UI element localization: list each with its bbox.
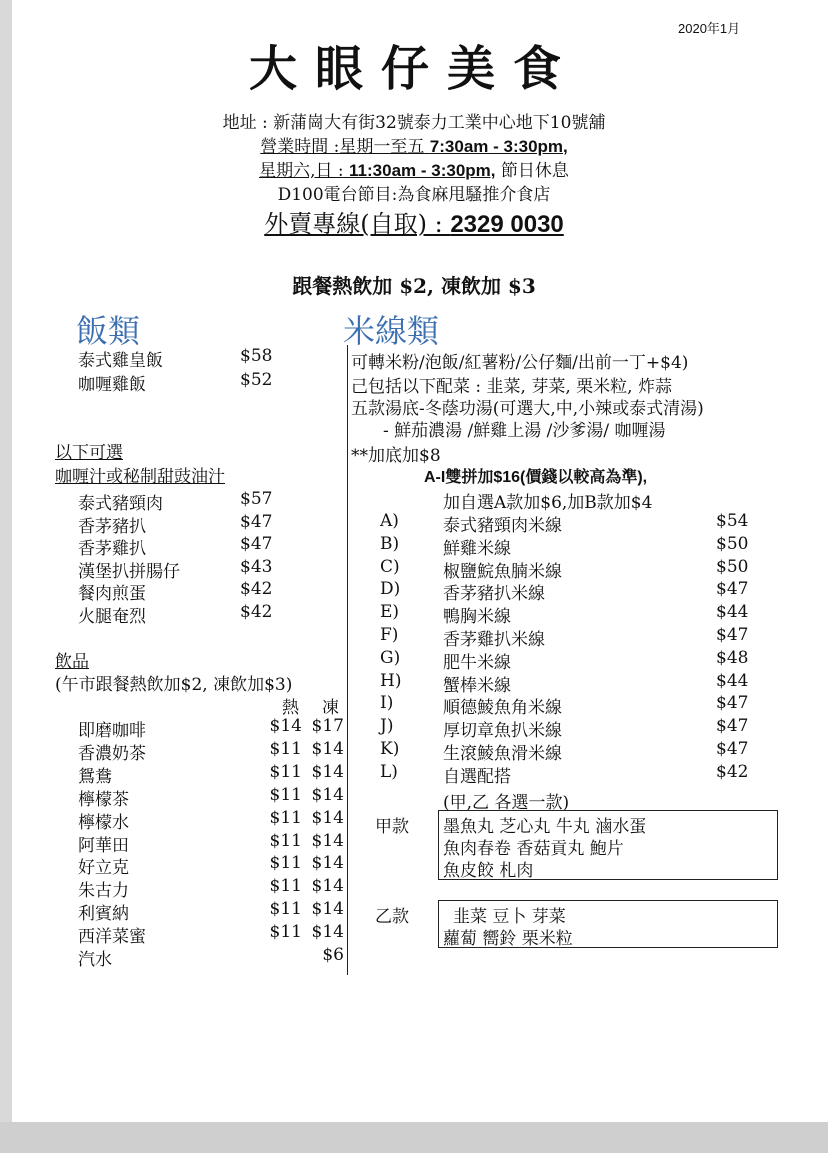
list-item-cold-price: $14 (311, 899, 344, 920)
list-item-cold-price: $14 (311, 761, 344, 782)
list-item-hot-price: $11 (269, 922, 302, 943)
list-item-price: $52 (240, 370, 273, 390)
list-item-code: F) (380, 625, 399, 645)
list-item-name: 椒鹽鯇魚腩米線 (443, 561, 562, 582)
col-hot: 熱 (282, 698, 299, 718)
list-item-price: $50 (716, 533, 749, 554)
list-item-code: A) (380, 511, 399, 531)
addon-note: 加自選A款加$6,加B款加$4 (443, 493, 653, 513)
list-item-cold-price: $17 (311, 716, 344, 736)
drinks-heading: 飲品 (55, 652, 89, 672)
list-item-price: $42 (240, 579, 273, 600)
hotline-label: 外賣專線(自取) : (264, 210, 451, 238)
list-item-hot-price: $11 (269, 876, 302, 897)
list-item-name: 香茅雞扒 (78, 539, 146, 560)
list-item-name: 鮮雞米線 (443, 538, 511, 559)
list-item-name: 自選配搭 (443, 766, 511, 787)
weekday-hours (0, 132, 828, 157)
list-item-hot-price: $14 (269, 716, 302, 736)
list-item-price: $58 (240, 346, 273, 366)
group-a-line-2: 魚肉春卷 香菇貢丸 鮑片 (443, 839, 624, 859)
list-item-name: 咖喱雞飯 (78, 375, 146, 395)
list-item-cold-price: $14 (311, 876, 344, 897)
hotline (0, 204, 828, 239)
restaurant-name: 大眼仔美食 (248, 41, 579, 97)
list-item-price: $47 (716, 579, 749, 600)
list-item-price: $47 (716, 693, 749, 714)
list-item-code: C) (380, 556, 400, 577)
list-item-hot-price: $11 (269, 830, 302, 851)
group-a-box (438, 810, 778, 880)
sauce-note: 咖喱汁或秘制甜豉油汁 (55, 467, 225, 487)
list-item-name: 即磨咖啡 (78, 721, 146, 741)
weekend-time: 11:30am - 3:30pm, (349, 161, 496, 180)
group-a-line-3: 魚皮餃 札肉 (443, 861, 534, 881)
choose-note: (甲,乙 各選一款) (443, 793, 570, 813)
weekend-hours (0, 156, 828, 181)
list-item-price: $47 (716, 739, 749, 759)
weekend-hours-underlined (259, 161, 495, 181)
menu-date: 2020年1月 (678, 21, 741, 36)
weekend-label: 星期六,日 : (259, 161, 344, 181)
list-item-name: 香茅豬扒 (78, 516, 146, 537)
list-item-price: $44 (716, 670, 749, 691)
list-item-hot-price: $11 (269, 738, 302, 759)
list-item-code: G) (380, 647, 401, 668)
list-item-price: $47 (716, 625, 749, 645)
list-item-cold-price: $14 (311, 738, 344, 759)
list-item-code: D) (380, 579, 401, 600)
list-item-name: 鴨胸米線 (443, 607, 511, 628)
drinks-note: (午市跟餐熱飲加$2, 凍飲加$3) (55, 675, 293, 695)
list-item-price: $43 (240, 556, 273, 577)
list-item-cold-price: $14 (311, 784, 344, 805)
list-item-hot-price: $11 (269, 761, 302, 782)
list-item-name: 厚切章魚扒米線 (443, 721, 562, 742)
weekday-time: 7:30am - 3:30pm, (429, 137, 568, 156)
list-item-hot-price: $11 (269, 899, 302, 920)
list-item-cold-price: $6 (322, 945, 344, 965)
list-item-name: 火腿奄烈 (78, 607, 146, 627)
list-item-name: 好立克 (78, 858, 129, 879)
extra-base-note: **加底加$8 (351, 446, 441, 466)
swap-note: 可轉米粉/泡飯/紅薯粉/公仔麵/出前一丁+$4) (351, 353, 689, 373)
page-bottom-edge (0, 1122, 828, 1153)
list-item-name: 順德鯪魚角米線 (443, 698, 562, 719)
holiday-note: 節日休息 (500, 161, 569, 181)
weekday-label: 星期一至五 (339, 137, 425, 157)
list-item-name: 鴛鴦 (78, 766, 112, 787)
list-item-cold-price: $14 (311, 853, 344, 874)
list-item-name: 泰式雞皇飯 (78, 351, 163, 371)
list-item-name: 檸檬茶 (78, 789, 129, 810)
list-item-price: $44 (716, 602, 749, 623)
list-item-name: 蟹棒米線 (443, 675, 511, 696)
list-item-code: J) (380, 716, 394, 737)
col-cold: 凍 (322, 698, 339, 718)
list-item-name: 生滾鯪魚滑米線 (443, 744, 562, 764)
list-item-cold-price: $14 (311, 922, 344, 943)
list-item-name: 泰式豬頸肉 (78, 494, 163, 514)
group-b-label: 乙款 (375, 907, 409, 927)
list-item-name: 西洋菜蜜 (78, 927, 146, 948)
address: 地址 : 新蒲崗大有街32號泰力工業中心地下10號舖 (222, 113, 606, 133)
group-a-label: 甲款 (375, 817, 409, 837)
list-item-name: 汽水 (78, 950, 112, 970)
set-drink-addon: 跟餐熱飲加 $2, 凍飲加 $3 (292, 274, 536, 298)
optional-heading: 以下可選 (55, 443, 123, 463)
list-item-name: 香茅雞扒米線 (443, 630, 545, 650)
group-b-line-2: 蘿蔔 嚮鈴 栗米粒 (443, 929, 573, 949)
group-a-line-1: 墨魚丸 芝心丸 牛丸 滷水蛋 (443, 817, 647, 837)
list-item-hot-price: $11 (269, 784, 302, 805)
list-item-name: 漢堡扒拼腸仔 (78, 561, 180, 582)
hotline-number: 2329 0030 (450, 211, 564, 238)
list-item-code: H) (380, 670, 402, 691)
list-item-code: L) (380, 761, 398, 782)
list-item-hot-price: $11 (269, 807, 302, 828)
list-item-name: 泰式豬頸肉米線 (443, 516, 562, 536)
list-item-name: 香茅豬扒米線 (443, 584, 545, 605)
list-item-name: 餐肉煎蛋 (78, 584, 146, 605)
list-item-price: $54 (716, 511, 749, 531)
combo-note: A-I雙拼加$16(價錢以較高為準), (424, 469, 648, 486)
list-item-price: $57 (240, 489, 273, 509)
list-item-price: $47 (240, 511, 273, 532)
list-item-name: 朱古力 (78, 881, 129, 902)
list-item-price: $47 (240, 534, 273, 555)
list-item-cold-price: $14 (311, 830, 344, 851)
includes-note: 己包括以下配菜 : 韭菜, 芽菜, 栗米粒, 炸蒜 (351, 377, 672, 397)
radio-note: D100電台節目:為食麻甩騷推介食店 (277, 185, 551, 205)
group-b-line-1: 韭菜 豆卜 芽菜 (453, 907, 566, 927)
rice-heading: 飯類 (76, 312, 141, 350)
list-item-name: 阿華田 (78, 835, 129, 856)
list-item-name: 檸檬水 (78, 812, 129, 833)
list-item-price: $50 (716, 556, 749, 577)
list-item-code: K) (380, 739, 400, 759)
list-item-price: $42 (240, 602, 273, 622)
list-item-code: B) (380, 533, 400, 554)
list-item-price: $48 (716, 647, 749, 668)
list-item-name: 香濃奶茶 (78, 743, 146, 764)
list-item-name: 利賓納 (78, 904, 129, 925)
column-divider (347, 345, 348, 975)
list-item-hot-price: $11 (269, 853, 302, 874)
list-item-code: E) (380, 602, 400, 623)
hours-label: 營業時間 : (260, 137, 340, 157)
list-item-cold-price: $14 (311, 807, 344, 828)
noodles-heading: 米線類 (343, 312, 440, 350)
soup-note-2: - 鮮茄濃湯 /鮮雞上湯 /沙爹湯/ 咖喱湯 (383, 421, 666, 441)
group-b-box (438, 900, 778, 948)
list-item-price: $47 (716, 716, 749, 737)
soup-note-1: 五款湯底-冬蔭功湯(可選大,中,小辣或泰式清湯) (351, 399, 704, 419)
list-item-price: $42 (716, 761, 749, 782)
list-item-code: I) (380, 693, 394, 714)
list-item-name: 肥牛米線 (443, 652, 511, 673)
